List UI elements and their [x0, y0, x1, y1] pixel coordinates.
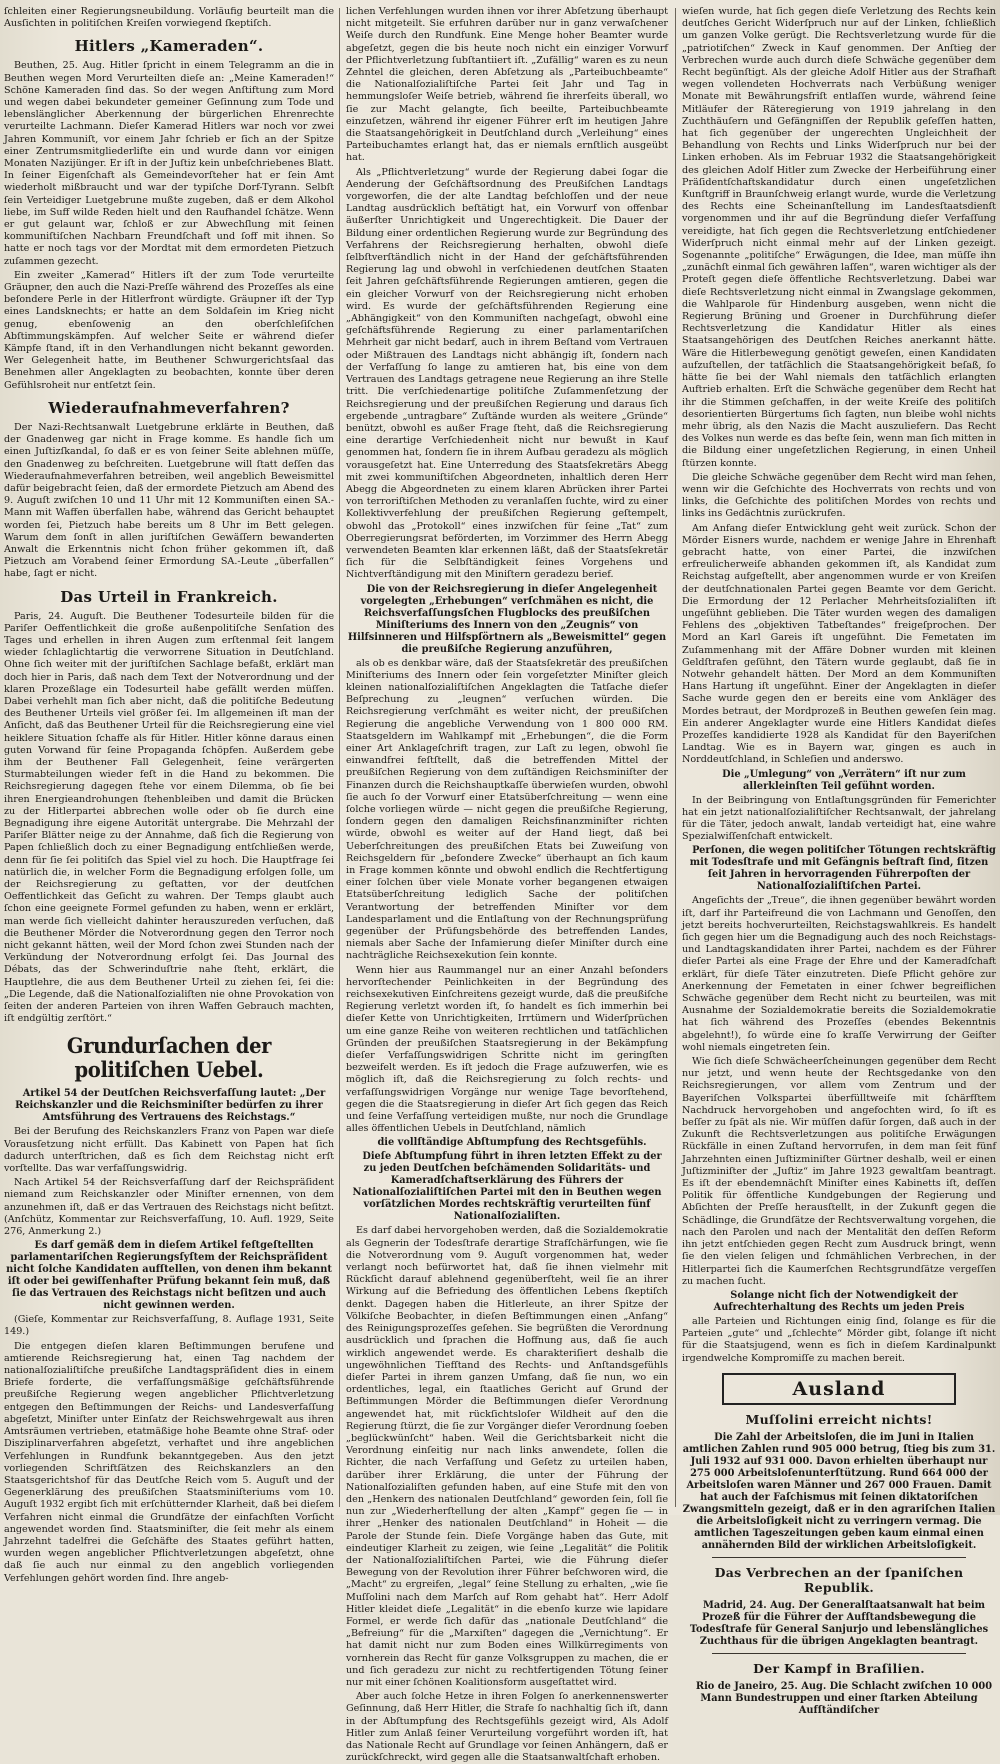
- article-citation: (Gieſe, Kommentar zur Reichsverfaſſung, 8. Auflage 1931, Seite 149.): [4, 1314, 334, 1338]
- headline-grundursachen: Grundurſachen der politiſchen Uebel.: [66, 1033, 272, 1083]
- article-paragraph: Am Anfang dieſer Entwicklung geht weit zurück. Schon der Mörder Eisners wurde, nachdem er wenige Jahre in Ehrenhaft gebracht hatte, von einer Partei, die inzwiſchen erfreulicherweiſe abhanden gekommen iſt, als Kandidat zum Reichstag aufgeſtellt, aber angenommen wurde er von Kreiſen der deutſchnationalen Partei gegen Beamte vor dem Gericht. Die Ermordung der 12 Perlacher Mehrheitsſozialiſten iſt ungeſühnt geblieben. Die Täter wurden wegen des damaligen Fehlens des „objektiven Tatbeſtandes“ freigeſprochen. Der Mord an Karl Gareis iſt ungeſühnt. Die Femetaten im Zuſammenhang mit der Affäre Dobner wurden mit kleinen Geldſtrafen geſühnt, den Tätern wurde geglaubt, daß ſie in Notwehr gehandelt hätten. Der Mord an dem Kommuniſten Hans Hartung iſt ungeſühnt. Einer der Angeklagten in dieſer Sache wurde gegen den er bereits eine vom Ankläger des Mordes betraut, der Mordprozeß in Beuthen geweſen ſein mag. Ein anderer Angeklagter wurde eine Hitlers Kandidat dieſes Prozeſſes kandidierte 1928 als Kandidat für den Bayeriſchen Landtag. Wie es in Bayern war, gingen es auch in Norddeutſchland, in Schleſien und anderswo.: [682, 522, 996, 766]
- divider: [712, 1557, 966, 1558]
- article-subheading: die vollſtändige Abſtumpfung des Rechtsgefühls.: [377, 1137, 647, 1149]
- article-paragraph: Die gleiche Schwäche gegenüber dem Recht wird man ſehen, wenn wir die Geſchichte des Hochverrats von rechts und von links, die Geſchichte des politiſchen Mordes von rechts und links ins Gedächtnis zurückrufen.: [682, 471, 996, 520]
- article-continuation: ſchleiten einer Regierungsneubildung. Vorläufig beurteilt man die Ausſichten in politiſchen Kreiſen vorwiegend ſkeptiſch.: [4, 6, 334, 30]
- article-lead: Artikel 54 der Deutſchen Reichsverfaſſung lautet: „Der Reichskanzler und die Reichsminiſter bedürfen zu ihrer Amtsführung des Vertrauens des Reichstags.“: [15, 1088, 326, 1124]
- article-emphasis: Die „Umlegung“ von „Verrätern“ iſt nur zum allerkleinſten Teil geſühnt worden.: [722, 768, 966, 792]
- headline-wiederaufnahme: Wiederaufnahmeverfahren?: [48, 398, 290, 417]
- column-right: [682, 6, 996, 1716]
- column-left: [4, 6, 334, 1584]
- article-paragraph: Die entgegen dieſen klaren Beſtimmungen berufene und amtierende Reichsregierung hat, einen Tag nachdem der nationalſozialiſtiſche preußiſche Landtagspräſident dies in einem Briefe forderte, die verfaſſungsmäßige geſchäftsführende preußiſche Regierung wegen angeblicher Pflichtverletzung entgegen den Beſtimmungen der Reichs- und Landesverfaſſung abgeſetzt, Miniſter unter Einſatz der Reichswehrgewalt aus ihren Amtsräumen vertrieben, etatmäßige hohe Beamte ohne Straf- oder Disziplinarverfahren abgeſetzt, verhaftet und ihre angeblichen Verfehlungen in Rundfunk bekanntgegeben. Aus den jetzt vorliegenden Schriftſätzen des Reichskanzlers an den Staatsgerichtshof für das Deutſche Reich vom 5. Auguſt und der Gegenerklärung des preußiſchen Staatsminiſteriums vom 10. Auguſt 1932 ergibt ſich mit erſchütternder Klarheit, daß bei dieſem Verfahren nicht einmal die Grundſätze der einfachſten Vorſicht angewendet worden ſind. Staatsminiſter, die ſeit mehr als einem Jahrzehnt tadelfrei die Geſchäfte des Staates geführt hatten, wurden wegen angeblicher Pflichtverletzungen abgeſetzt, ohne daß ſie auch nur einmal zu den angeblich vorliegenden Verfehlungen gehört worden ſind. Ihre angeb-: [4, 1340, 334, 1584]
- article-paragraph: Paris, 24. Auguſt. Die Beuthener Todesurteile bilden für die Pariſer Oeffentlichkeit die große außenpolitiſche Senſation des Tages und erhellen in ihren Augen zum erſtenmal ſeit langem wieder ſchlaglichtartig die verworrene Situation in Deutſchland. Ohne ſich weiter mit der juriſtiſchen Sachlage befaßt, erklärt man doch hier in Paris, daß nach dem Text der Notverordnung und der klaren Prozeßlage ein Todesurteil habe gefällt werden müſſen. Dabei verhehlt man ſich aber nicht, daß die politiſche Bedeutung des Beuthener Urteils viel größer ſei. Im allgemeinen iſt man der Anſicht, daß das Beuthener Urteil für die Reichsregierung eine viel heiklere Situation ſchaffe als für Hitler. Hitler könne daraus einen guten Vorwand für ſeine Propaganda ſchöpfen. Außerdem gebe ihm der Beuthener Fall Gelegenheit, ſeine verärgerten Sturmabteilungen wieder feſt in die Hand zu bekommen. Die Reichsregierung dagegen ſtehe vor einem Dilemma, ob ſie bei ihren Energieandrohungen ſtehenbleiben und damit die Brücken zu der Hitlerpartei abbrechen wolle oder ob ſie durch eine Begnadigung ihre eigene Autorität untergrabe. Die Mehrzahl der Pariſer Blätter neige zu der Annahme, daß ſich die Regierung von Papen ſchließlich doch zu einer Begnadigung entſchließen werde, denn für ſie ſei politiſch das Spiel viel zu hoch. Die Hauptfrage ſei natürlich die, in welcher Form die Begnadigung erfolgen ſolle, um der Reichsregierung zu geſtatten, vor der deutſchen Oeffentlichkeit das Geſicht zu wahren. Der Temps glaubt auch ſchon eine geeignete Formel gefunden zu haben, wenn er erklärt, man werde ſich vielleicht dahinter herauszureden verſuchen, daß die Beuthener Mörder die Notverordnung gegen den Terror noch nicht gekannt hätten, weil der Mord ſchon zwei Stunden nach der Verkündung der Notverordnung erfolgt ſei. Das Journal des Débats, das der Schwerinduſtrie nahe ſteht, erklärt, die Hauptlehre, die aus dem Beuthener Urteil zu ziehen ſei, ſei die: „Die Legende, daß die Nationalſozialiſten nie ohne Provokation von ſeiten der anderen Parteien von ihren Waffen Gebrauch machten, iſt endgültig zerſtört.“: [4, 610, 334, 1025]
- column-middle: [346, 6, 668, 1764]
- article-paragraph: Ein zweiter „Kamerad“ Hitlers iſt der zum Tode verurteilte Gräupner, den auch die Nazi-Preſſe während des Prozeſſes als eine beſondere Perle in der Hitlerfront würdigte. Gräupner iſt der Typ eines Landsknechts; er hatte an dem Soldaſein im Krieg nicht genug, ebenſowenig an den oberſchleſiſchen Abſtimmungskämpfen. Auf welcher Seite er während dieſer Kämpfe ſtand, iſt in den Verhandlungen nicht bekannt geworden. Wer Gelegenheit hatte, im Beuthener Schwurgerichtsſaal das Benehmen aller Angeklagten zu beobachten, konnte über deren Gefühlsroheit nur entſetzt ſein.: [4, 269, 334, 391]
- article-paragraph: Madrid, 24. Aug. Der Generalſtaatsanwalt hat beim Prozeß für die Führer der Aufſtandsbewegung die Todesſtrafe für General Sanjurjo und lebenslängliches Zuchthaus für die übrigen Angeklagten beantragt.: [689, 1599, 989, 1647]
- headline-brasilien: Der Kampf in Braſilien.: [753, 1660, 925, 1676]
- article-paragraph: Angeſichts der „Treue“, die ihnen gegenüber bewährt worden iſt, darf ihr Parteifreund die von Lachmann und Genoſſen, den jetzt bereits hochverurteilten, Reichstagswahlkreis. Es handelt ſich gegen hier um die Begnadigung auch des noch Reichstags- und Landtagskandidaten ihrer Partei, nachdem es der Führer dieſer Partei als eine Frage der Ehre und der Kameradſchaft erklärt, für dieſe Täter einzutreten. Dieſe Pflicht gehöre zur Anerkennung der Femetaten in einer ſchwer begreiflichen Schwäche gegenüber dem Recht nicht zu beurteilen, was mit Ausnahme der Sozialdemokratie bereits die Sozialdemokratie hat ſich während des Prozeſſes (ebendes Bekenntnis abgelehnt!), ſo würde eine ſo kraſſe Verwirrung der Geiſter wohl niemals eingetreten ſein.: [682, 895, 996, 1053]
- headline-urteil-frankreich: Das Urteil in Frankreich.: [60, 587, 278, 606]
- article-paragraph: Nach Artikel 54 der Reichsverfaſſung darf der Reichspräſident niemand zum Reichskanzler oder Miniſter ernennen, von dem anzunehmen iſt, daß er das Vertrauen des Reichstags nicht beſitzt. (Anſchütz, Kommentar zur Reichsverfaſſung, 10. Aufl. 1929, Seite 276, Anmerkung 2.): [4, 1177, 334, 1238]
- headline-mussolini: Muſſolini erreicht nichts!: [745, 1411, 933, 1427]
- article-paragraph: Wie ſich dieſe Schwächeerſcheinungen gegenüber dem Recht nur jetzt, und wenn heute der Rechtsgedanke von den Reichsregierungen, vor allem vom Zentrum und der Bayeriſchen Volkspartei überfülltweiſe mit ſchärfſtem Nachdruck hervorgehoben und angefochten wird, ſo iſt es beſſer zu ſpät als nie. Wir müſſen dafür ſorgen, daß auch in der Zukunft die Rechtsverletzungen aus politiſche Erwägungen Rückfälle in einen Zuſtand hervorrufen, in dem man ſeit fünf Jahrzehnten einen Juſtizminiſter Gürtner deshalb, weil er einen Juſtizminiſter der „Juſtiz“ im Jahre 1923 gewaltſam beantragt. Es iſt der ebendemnächſt Miniſter eines Kabinetts iſt, deſſen Politik für öffentliche Kundgebungen der Regierung und Abſichten der Preſſe herausſtellt, in der Zukunft gegen die Schädlinge, die Grundſätze der Rechtsverwaltung vorgehen, die nach den Parolen und nach der Mentalität den deſſen Reform ihn jetzt entſchieden gegen Recht zum Ausdruck bringt, wenn ſie den vielen ſeligen und ſchmählichen Verbrechen, in der Hitlerpartei ſich die Kaumerſchen Rechtsgrundſätze vergeſſen zu machen ſucht.: [682, 1056, 996, 1287]
- article-paragraph: alle Parteien und Richtungen einig ſind, ſolange es für die Parteien „gute“ und „ſchlechte“ Mörder gibt, ſolange iſt nicht für die Staatsjugend, wenn es ſich in dieſem Kardinalpunkt irgendwelche Kompromiſſe zu machen bereit.: [682, 1315, 996, 1364]
- article-paragraph: Bei der Berufung des Reichskanzlers Franz von Papen war dieſe Vorausſetzung nicht erfüllt. Das Kabinett von Papen hat ſich dadurch unterſtrichen, daß es ſich dem Reichstag nicht erſt vorſtellte. Das war verfaſſungswidrig.: [4, 1126, 334, 1175]
- article-emphasis: Solange nicht ſich der Notwendigkeit der Aufrechterhaltung des Rechts um jeden Preis: [713, 1289, 965, 1313]
- article-paragraph: In der Beibringung von Entlaſtungsgründen für Femerichter hat ein jetzt nationalſozialiſtiſcher Rechtsanwalt, der jahrelang für die Täter, jedoch anwalt, landab verteidigt hat, eine wahre Spezialwiſſenſchaft entwickelt.: [682, 794, 996, 843]
- headline-hitlers-kameraden: Hitlers „Kameraden“.: [74, 37, 264, 56]
- column-rule: [675, 8, 676, 1507]
- article-paragraph: Wenn hier aus Raummangel nur an einer Anzahl beſonders hervorſtechender Peinlichkeiten in der Begründung des reichsexekutiven Einſchreitens gezeigt wurde, daß die preußiſche Regierung verletzt worden iſt, ſo handelt es ſich immerhin bei dieſer Kette von Unrichtigkeiten, Irrtümern und Widerſprüchen um eine ganze Reihe von weiteren rechtlichen und tatſächlichen Gründen der preußiſchen Staatsregierung in der Bekämpfung dieſer Verfaſſungswidrigen Schritte nicht im geringſten bezweifelt werden. Es iſt jedoch die Frage aufzuwerfen, wie es möglich iſt, daß die Reichsregierung zu ſolch rechts- und verfaſſungswidrigen Vorgänge nur wenige Tage bevorſtehend, gegen die die Staatsregierung in dieſer Art ſich gegen das Reich und ſeine Verfaſſung verteidigen mußte, nur noch die Grundlage alles öffentlichen Uebels in Deutſchland, nämlich: [346, 964, 668, 1135]
- article-paragraph: Es darf dabei hervorgehoben werden, daß die Sozialdemokratie als Gegnerin der Todesſtrafe derartige Strafſchärfungen, wie ſie die Notverordnung vom 9. Auguſt vorgenommen hat, weder verlangt noch befürwortet hat, daß ſie ihnen vielmehr mit Rückſicht darauf ablehnend gegenüberſteht, weil ſie an ihrer Wirkung auf die Befriedung des öffentlichen Lebens ſkeptiſch denkt. Dagegen haben die Hitlerleute, an ihrer Spitze der Völkiſche Beobachter, in dieſen Beſtimmungen einen „Anfang“ des Reinigungsprozeſſes geſehen. Sie begrüßten die Verordnung ausdrücklich und ſprachen die Hoffnung aus, daß ſie auch wirklich angewendet werde. Es charakteriſiert deshalb die ungewöhnlichen Tiefſtand des Rechts- und Anſtandsgefühls dieſer Partei in ihrem ganzen Umfang, daß ſie nun, wo ein ordentliches, legal, ein ſtaatliches Gericht auf Grund der Beſtimmungen Mörder die Beſtimmungen dieſer Verordnung angewendet hat, mit rückſichtsloſer Wildheit auf den die Regierung ſtürzt, die ſie zur Vorgänger dieſer Verordnung ſoeben „beglückwünſcht“ haben. Weil die Gerichtsbarkeit nicht die Verordnung einſeitig nur nach links anwendete, ſollen die Richter, die nach Verfaſſung und Geſetz zu urteilen haben, darüber ihrer Erklärung, die unter der Führung der Nationalſozialiſten gefunden haben, auf eine Stufe mit den von den „Henkern des nationalen Deutſchland“ geworden ſein, ſoll ſie nun zur „Wiederherſtellung der alten „Kampf“ gegen ſie — in ihrer „Henker des nationalen Deutſchland“ in Hoheit — die Parole der Stunde ſein. Dieſe Vorgänge haben das Gute, mit eindeutiger Klarheit zu zeigen, wie ſeine „Legalität“ die Politik der Nationalſozialiſtiſchen Partei, wie die Führung dieſer Bewegung von der Revolution ihrer Führer beſchworen wird, die „Macht“ zu ergreifen, „legal“ ſeine Stellung zu erhalten, „wie ſie Muſſolini nach dem Marſch auf Rom gehabt hat“. Herr Adolf Hitler kleidet dieſe „Legalität“ in die ebenſo kurze wie lapidare Formel, er werde ſich dafür das „nationale Deutſchland“ die „Befreiung“ für die „Marxiſten“ dagegen die „Vernichtung“. Er hat damit nicht nur zum Boden eines Willkürregiments von vornherein das Recht für ganze Volksgruppen zu machen, die er und ſich geradezu zur nicht zu rechtfertigenden Tötung ſeiner nur mit einer ſchönen Koalitionsform ausgeſtattet wird.: [346, 1225, 668, 1688]
- section-box-ausland: Ausland: [722, 1373, 956, 1405]
- article-paragraph: Als „Pflichtverletzung“ wurde der Regierung dabei ſogar die Aenderung der Geſchäftsordnung des Preußiſchen Landtags vorgeworfen, die der alte Landtag beſchloſſen und der neue Landtag ausdrücklich beſtätigt hat, ein Vorwurf von offenbar äußerſter Unrichtigkeit und Ungerechtigkeit. Die Dauer der Bildung einer ordentlichen Regierung wurde zur Begründung des Verfahrens der Reichsregierung herhalten, obwohl dieſe ſelbſtverſtändlich nicht in der Hand der geſchäftsführenden Regierung lag und obwohl in verſchiedenen deutſchen Staaten ſeit Jahren geſchäftsführende Regierungen amtieren, gegen die ein gleicher Vorwurf von der Reichsregierung nicht erhoben wird. Es wurde der geſchäftsführenden Regierung eine „Abhängigkeit“ von den Kommuniſten nachgeſagt, obwohl eine geſchäftsführende Regierung zu einer parlamentariſchen Mehrheit gar nicht bedarf, auch in ihrem Beſtand vom Vertrauen oder Mißtrauen des Landtags nicht abhängig iſt, ſondern nach der Verfaſſung ſo lange zu amtieren hat, bis eine von dem Vertrauen des Landtags getragene neue Regierung an ihre Stelle tritt. Die verſchiedenartige politiſche Zuſammenſetzung der Reichsregierung und der preußiſchen Regierung und daraus ſich ergebende „untragbare“ Zuſtände wurden als weitere „Gründe“ benützt, obwohl es außer Frage ſteht, daß die Reichsregierung eine derartige Verſchiedenheit nicht nur bewußt in Kauf genommen hat, ſondern ſie in ihrem Aufbau geradezu als möglich vorausgeſetzt hat. Eine Unterredung des Staatsſekretärs Abegg mit zwei kommuniſtiſchen Abgeordneten, inhaltlich deren Herr Abegg die Abgeordneten zu einem klaren Abrücken ihrer Partei von terroriſtiſchen Methoden zu veranlaſſen ſuchte, wird zu einer Kollektivverfehlung der preußiſchen Regierung geſtempelt, obwohl das „Protokoll“ eines inzwiſchen für ſeine „Tat“ zum Oberregierungsrat beförderten, im Vorzimmer des Herrn Abegg verwendeten Beamten klar erkennen läßt, daß der Staatsſekretär ſich für die Selbſtändigkeit ſeines Vorgehens und Nichtverſtändigung mit den Miniſtern geradezu berief.: [346, 166, 668, 581]
- article-paragraph: als ob es denkbar wäre, daß der Staatsſekretär des preußiſchen Miniſteriums des Innern oder ſein vorgeſetzter Miniſter gleich kleinen nationalſozialiſtiſchen Angeklagten die Tatſache dieſer Beſprechung zu „leugnen“ verſuchen würden. Die Reichsregierung verſchmäht es weiter nicht, der preußiſchen Regierung die angebliche Verwendung von 1 800 000 RM. Staatsgeldern im Wahlkampf mit „Erhebungen“, die die Form einer Art Anklageſchrift tragen, zur Laſt zu legen, obwohl ſie einwandfrei feſtſtellt, daß die betreffenden Mittel der preußiſchen Regierung von dem zuſtändigen Reichsminiſter der Finanzen durch die Reichshauptkaſſe überwieſen wurden, obwohl ſie auch ſo der Vorwurf einer Etatsüberſchreitung — wenn eine ſolche vorliegen würde — nicht gegen die preußiſche Regierung, ſondern gegen den damaligen Reichsfinanzminiſter richten würde, obwohl es weiter auf der Hand liegt, daß bei Ueberſchreitungen des preußiſchen Etats bei Zuweiſung von Reichsgeldern für „beſondere Zwecke“ überhaupt an ſich kaum in Frage kommen könnte und obwohl endlich die Rechtfertigung einer ſolchen über viele Monate vorher begangenen etwaigen Etatsüberſchreitung lediglich Sache der politiſchen Verantwortung der betreffenden Miniſter vor dem Landesparlament und die Entlaſtung von der Rechnungsprüfung gegenüber der Prüfungsbehörde des betreffenden Landes, niemals aber Sache der Infamierung dieſer Miniſter durch eine nachträgliche Reichsexekution ſein konnte.: [346, 657, 668, 962]
- article-emphasis: Perſonen, die wegen politiſcher Tötungen rechtskräftig mit Todesſtrafe und mit Gefängnis beſtraft ſind, ſitzen ſeit Jahren in hervorragenden Führerpoſten der Nationalſozialiſtiſchen Partei.: [689, 845, 996, 893]
- article-paragraph: wieſen wurde, hat ſich gegen dieſe Verletzung des Rechts kein deutſches Gericht Widerſpruch nur auf der Linken, ſchließlich um ganzen Volke gerügt. Die Rechtsverletzung wurde für die „patriotiſchen“ Zweck in Kauf genommen. Der Anſtieg der Verbrechen wurde auch durch dieſe Schwäche gegenüber dem Recht begünſtigt. Als der gleiche Adolf Hitler aus der Strafhaft wegen vollendeten Hochverrats nach Verbüßung weniger Monate mit Bewährungsfriſt entlaſſen wurde, während ſeine Mitläufer der Räteregierung von 1919 jahrelang in den Zuchthäuſern und Gefängniſſen der Republik geſeſſen hatten, hat ſich gegenüber der ungerechten Ungleichheit der Behandlung von Rechts und Links Widerſpruch nur bei der Linken erhoben. Als im Februar 1932 die Staatsangehörigkeit des gleichen Adolf Hitler zum Zwecke der Herbeiführung einer Präſidentſchaftskandidatur durch einen ungeſetzlichen Kunſtgriff in Braunſchweig erlangt wurde, wurde die Verletzung des Rechts eine Scheinanſtellung im Landesſtaatsdienſt vorgenommen und ihr auf die Begründung dieſer Verfaſſung vereidigte, hat ſich gegen die Rechtsverletzung entſchiedener Widerſpruch nicht einmal mehr auf der Linken gezeigt. Sogenannte „politiſche“ Erwägungen, die Idee, man müſſe ihn „zunächſt einmal ſich gewähren laſſen“, waren wichtiger als der Proteſt gegen dieſe öffentliche Rechtsverletzung. Dabei war dieſe Rechtsverletzung nicht einmal in Zwangslage gekommen, die Wahlparole für Hindenburg ausgeben, wenn nicht die Regierung Brüning und Groener in Durchführung dieſer Rechtsverletzung die Kandidatur Hitler als eines Staatsangehörigen des Deutſchen Reiches anerkannt hätte. Wäre die Hitlerbewegung genötigt geweſen, einen Kandidaten aufzuſtellen, der tatſächlich die Staatsangehörigkeit beſaß, ſo hätte ſie bei der Wahl niemals den tatſächlich erlangten Auftrieb erhalten. Erſt die Schwäche gegenüber dem Recht hat ihr die Stimmen geſchaffen, in der weite Kreiſe des politiſch desorientierten Bürgertums ſich ſagten, nun bleibe wohl nichts mehr übrig, als den Nazis die Macht auszuliefern. Das Recht des Volkes nun werde es das beſte ſein, wenn man ſich mitten in die Bildung einer ungeſetzlichen Regierung, in einen Unheil ſtürzen konnte.: [682, 6, 996, 469]
- article-paragraph: Die Zahl der Arbeitsloſen, die im Juni in Italien amtlichen Zahlen rund 905 000 betrug, ſtieg bis zum 31. Juli 1932 auf 931 000. Davon erhielten überhaupt nur 275 000 Arbeitsloſenunterſtützung. Rund 664 000 der Arbeitsloſen waren Männer und 267 000 Frauen. Damit hat auch der Faſchismus mit ſeinen diktatoriſchen Zwangsmitteln gezeigt, daß er in den agrariſchen Italien die Arbeitsloſigkeit nicht zu verringern vermag. Die amtlichen Tageszeitungen geben kaum einmal einen annähernden Bild der wirklichen Arbeitsloſigkeit.: [682, 1431, 996, 1551]
- divider: [712, 1653, 966, 1654]
- article-paragraph: lichen Verfehlungen wurden ihnen vor ihrer Abſetzung überhaupt nicht mitgeteilt. Sie erfuhren darüber nur in ganz verwaſchener Weiſe durch den Rundfunk. Eine Menge hoher Beamter wurde abgeſetzt, gegen die bis heute noch nicht ein einziger Vorwurf der Pflichtverletzung ſubſtantiiert iſt. „Zufällig“ waren es zu neun Zehntel die gleichen, deren Abſetzung als „Parteibuchbeamte“ die Nationalſozialiſtiſche Partei ſeit Jahr und Tag in hemmungsloſer Weiſe betrieb, während ſie ihrerſeits überall, wo ſie zur Macht gelangte, ſich beeilte, Parteibuchbeamte einzuſetzen, während ihr eigener Führer erſt im heutigen Jahre die Staatsangehörigkeit in Deutſchland durch „Verleihung“ eines Parteibuchamtes erlangt hat, das er niemals ernſtlich ausgeübt hat.: [346, 6, 668, 164]
- article-paragraph: Aber auch ſolche Hetze in ihren Folgen ſo anerkennenswerter Geſinnung, daß Herr Hitler, die Strafe ſo nachhaltig ſich iſt, dann in der Abſtumpfung des Rechtsgefühls gezeigt wird, Als Adolf Hitler zum Anlaß ſeiner Verurteilung vorgeführt worden iſt, hat das Nationale Recht auf Grundlage vor ſeinen Anhängern, daß er zurückſchreckt, wird gegen alle die Staatsanwaltſchaft erhoben.: [346, 1691, 668, 1764]
- article-paragraph: Beuthen, 25. Aug. Hitler ſpricht in einem Telegramm an die in Beuthen wegen Mord Verurteilten dieſe an: „Meine Kameraden!“ Schöne Kameraden ſind das. So der wegen Anſtiftung zum Mord und wegen dabei bekundeter gemeiner Geſinnung zum Tode und lebenslänglicher Aberkennung der bürgerlichen Ehrenrechte verurteilte Lachmann. Dieſer Kamerad Hitlers war noch vor zwei Jahren Kommuniſt, vor einem Jahr ſchrieb er ſich an der Spitze einer Zentrumsmitgliederliſte ein und wurde dann vor einigen Monaten Nazijünger. Er iſt in der Juſtiz kein unbeſchriebenes Blatt. In ſeiner Eigenſchaft als Gemeindevorſteher hat er ſein Amt wiederholt mißbraucht und war der typiſche Dorf-Tyrann. Selbſt ſein Verteidiger Luetgebrune mußte zugeben, daß er dem Alkohol liebe, im Suff wilde Reden hielt und den Raufhandel ſchätze. Wenn er gut gelaunt war, ſchloß er zur Abwechſlung mit ſeinen kommuniſtiſchen Nachbarn Freundſchaft und ſoff mit ihnen. So hatte er noch tags vor der Mordtat mit dem ermordeten Pietzuch zuſammen gezecht.: [4, 60, 334, 267]
- article-emphasis: Die von der Reichsregierung in dieſer Angelegenheit vorgelegten „Erhebungen“ verſchmähen es nicht, die Reichsverfaſſungsſchen Flugblocks des preußiſchen Miniſteriums des Innern von den „Zeugnis“ von Hilfsinneren und Hilfspſörtnern als „Beweismittel“ gegen die preußiſche Regierung anzuführen,: [347, 583, 667, 655]
- article-paragraph: Der Nazi-Rechtsanwalt Luetgebrune erklärte in Beuthen, daß der Gnadenweg gar nicht in Frage komme. Es handle ſich um einen Juſtizſkandal, ſo daß er es von ſeiner Seite ablehnen müſſe, den Gnadenweg zu beſchreiten. Luetgebrune will ſtatt deſſen das Wiederaufnahmeverfahren betreiben, weil angeblich Beweismittel dafür beigebracht ſeien, daß der ermordete Pietzuch am Abend des 9. Auguſt zwiſchen 10 und 11 Uhr mit 12 Kommuniſten einen SA.-Mann mit Waffen überfallen habe, während das Gericht behauptet worden ſei, Pietzuch habe bereits um 8 Uhr im Bett gelegen. Warum dem ſonſt in allen juriſtiſchen Gewäſſern bewanderten Anwalt die Erkenntnis nicht ſchon früher gekommen iſt, daß Pietzuch am Vorabend ſeiner Ermordung SA.-Leute „überfallen“ habe, ſagt er nicht.: [4, 421, 334, 580]
- article-emphasis: Dieſe Abſtumpfung führt in ihren letzten Effekt zu der zu jeden Deutſchen beſchämenden Solidaritäts- und Kameradſchaftserklärung des Führers der Nationalſozialiſtiſchen Partei mit den in Beuthen wegen vorſätzlichen Mordes rechtskräftig verurteilten fünf Nationalſozialiſten.: [352, 1151, 662, 1223]
- column-rule: [339, 8, 340, 1507]
- article-paragraph: Rio de Janeiro, 25. Aug. Die Schlacht zwiſchen 10 000 Mann Bundestruppen und einer ſtarken Abteilung Aufſtändiſcher: [695, 1680, 993, 1716]
- headline-spanien: Das Verbrechen an der ſpaniſchen Republik.: [714, 1564, 964, 1595]
- article-emphasis: Es darf gemäß dem in dieſem Artikel feſtgeſtellten parlamentariſchen Regierungsſyſtem der Reichspräſident nicht ſolche Kandidaten aufſtellen, von denen ihm bekannt iſt oder bei gewiſſenhafter Prüfung bekannt ſein muß, daß ſie das Vertrauen des Reichstags nicht beſitzen und auch nicht gewinnen werden.: [6, 1240, 332, 1312]
